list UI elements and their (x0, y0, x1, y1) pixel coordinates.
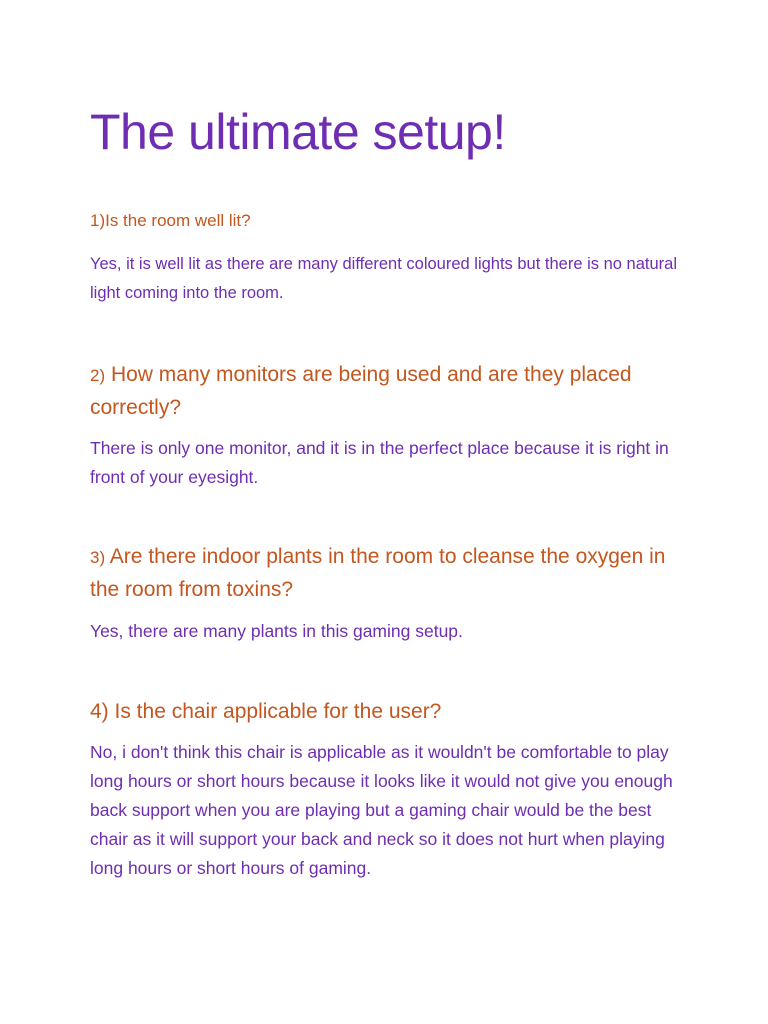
answer-2: There is only one monitor, and it is in the perfect place because it is right in front of your eyesight. (90, 438, 669, 487)
question-2-text: How many monitors are being used and are they placed correctly? (90, 363, 632, 419)
answer-1: Yes, it is well lit as there are many different coloured lights but there is no natural light coming into the room. (90, 255, 677, 302)
question-3-text: Are there indoor plants in the room to cleanse the oxygen in the room from toxins? (90, 545, 666, 601)
question-3-number: 3) (90, 548, 106, 567)
question-4 (90, 696, 690, 728)
question-1-text: 1)Is the room well lit? (90, 211, 251, 230)
page-title: The ultimate setup! (90, 104, 506, 160)
question-2 (90, 359, 690, 424)
question-1 (90, 210, 690, 232)
question-3 (90, 541, 690, 606)
answer-4: No, i don't think this chair is applicable as it wouldn't be comfortable to play long hours or short hours because it looks like it would not give you enough back support when you are playing but a gaming chair would be the best chair as it will support your back and neck so it does not hurt when playing long hours or short hours of gaming. (90, 742, 673, 878)
answer-3: Yes, there are many plants in this gaming setup. (90, 621, 463, 641)
question-2-number: 2) (90, 366, 106, 385)
question-4-text: 4) Is the chair applicable for the user? (90, 700, 442, 723)
